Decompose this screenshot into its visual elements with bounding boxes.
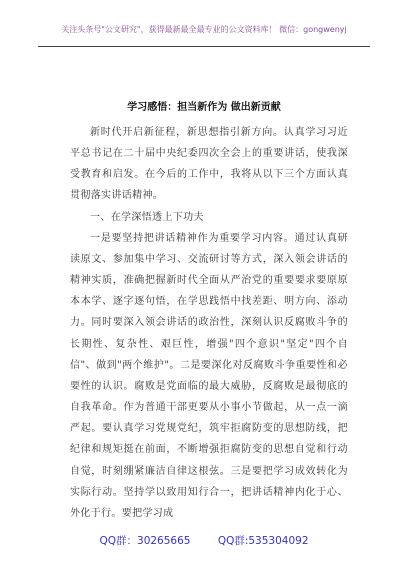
header-divider	[38, 46, 370, 47]
document-title: 学习感悟：担当新作为 做出新贡献	[127, 102, 281, 113]
footer-qq-group-1: QQ群：30265665	[99, 535, 191, 547]
promo-header: 关注头条号"公文研究"，获得最新最全最专业的公文资料库！ 微信：gongwenyj	[61, 25, 347, 34]
paragraph-main: 一是要坚持把讲话精神作为重要学习内容。通过认真研读原文、参加集中学习、交流研讨等方式，深入领会讲话的精神实质，准确把握新时代全面从严治党的重要要求要原原本本学、逐字逐句悟，在学思践悟中找差距、明方向、添动力。同时要深入领会讲话的政治性，深刻认识反腐败斗争的长期性、复杂性、艰巨性，增强"四个意识"坚定"四个自信"、做到"两个维护"。二是要深化对反腐败斗争重要性和必要性的认识。腐败是党面临的最大威胁，反腐败是最彻底的自我革命。作为普通干部更要从小事小节做起，从一点一滴严起。要认真学习党规党纪，筑牢拒腐防变的思想防线，把纪律和规矩挺在前面，不断增强拒腐防变的思想自觉和行动自觉，时刻绷紧廉洁自律这根弦。三是要把学习成效转化为实际行动。坚持学以致用知行合一，把讲话精神内化于心、外化于行。要把学习成	[70, 232, 348, 519]
footer-qq-group-2: QQ群:535304092	[217, 535, 309, 547]
section-heading: 一、在学深悟透上下功夫	[90, 211, 204, 223]
paragraph-intro: 新时代开启新征程，新思想指引新方向。认真学习习近平总书记在二十届中央纪委四次全会上的重要讲话，使我深受教育和启发。在今后的工作中，我将从以下三个方面认真贯彻落实讲话精神。	[70, 127, 348, 202]
footer-contact	[0, 533, 408, 548]
document-body	[70, 122, 348, 524]
